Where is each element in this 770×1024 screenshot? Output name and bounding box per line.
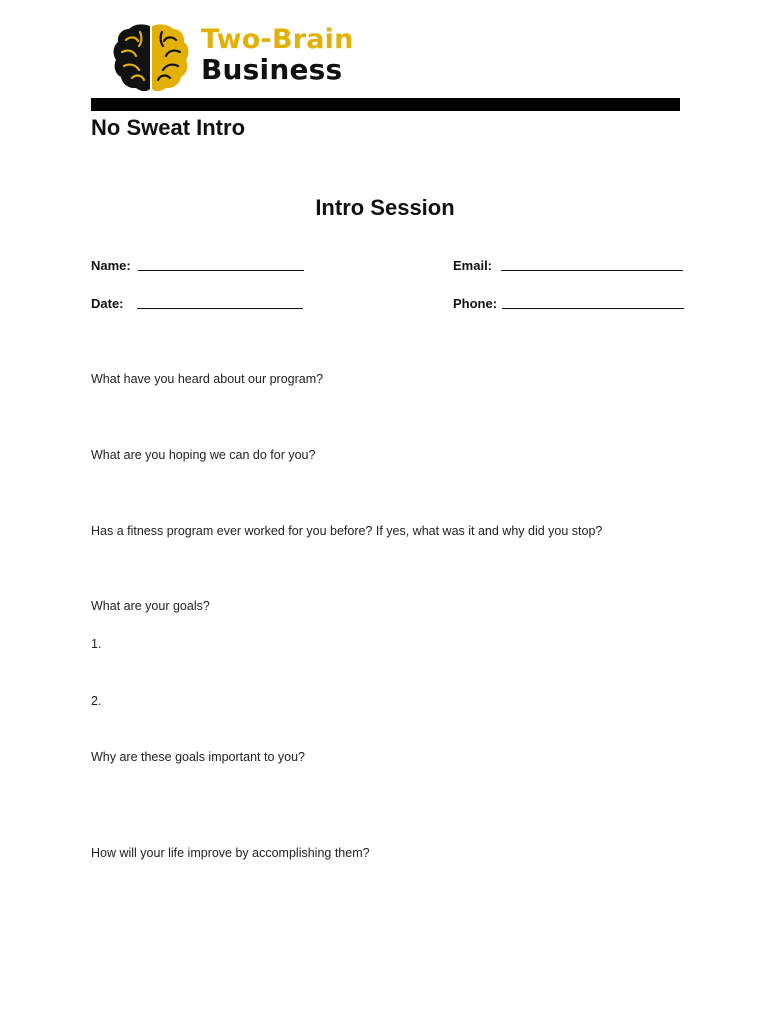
logo-line-1: Two-Brain: [201, 24, 354, 55]
logo-line-2: Business: [201, 53, 343, 86]
name-blank-line[interactable]: [138, 258, 304, 271]
email-blank-line[interactable]: [501, 258, 683, 271]
goal-item-2: 2.: [91, 694, 102, 708]
brain-icon: [112, 22, 190, 94]
date-label: Date:: [91, 296, 124, 311]
phone-blank-line[interactable]: [502, 296, 684, 309]
question-goals: What are your goals?: [91, 599, 210, 613]
name-field[interactable]: [91, 258, 304, 273]
question-hoping: What are you hoping we can do for you?: [91, 448, 316, 462]
question-goals-importance: Why are these goals important to you?: [91, 750, 306, 764]
date-field[interactable]: [91, 296, 303, 311]
name-label: Name:: [91, 258, 131, 273]
document-title: No Sweat Intro: [91, 115, 246, 140]
phone-label: Phone:: [453, 296, 498, 311]
logo-wordmark: [201, 26, 354, 84]
phone-field[interactable]: [453, 296, 684, 311]
question-heard-about: What have you heard about our program?: [91, 372, 324, 386]
question-life-improvement: How will your life improve by accomplishing them?: [91, 846, 370, 860]
logo: [112, 22, 362, 94]
section-title: Intro Session: [315, 195, 455, 220]
date-blank-line[interactable]: [137, 296, 303, 309]
email-field[interactable]: [453, 258, 683, 273]
goal-item-1: 1.: [91, 637, 102, 651]
question-past-program: Has a fitness program ever worked for you before? If yes, what was it and why did you stop?: [91, 524, 603, 538]
header-divider-bar: [91, 98, 680, 111]
email-label: Email:: [453, 258, 493, 273]
